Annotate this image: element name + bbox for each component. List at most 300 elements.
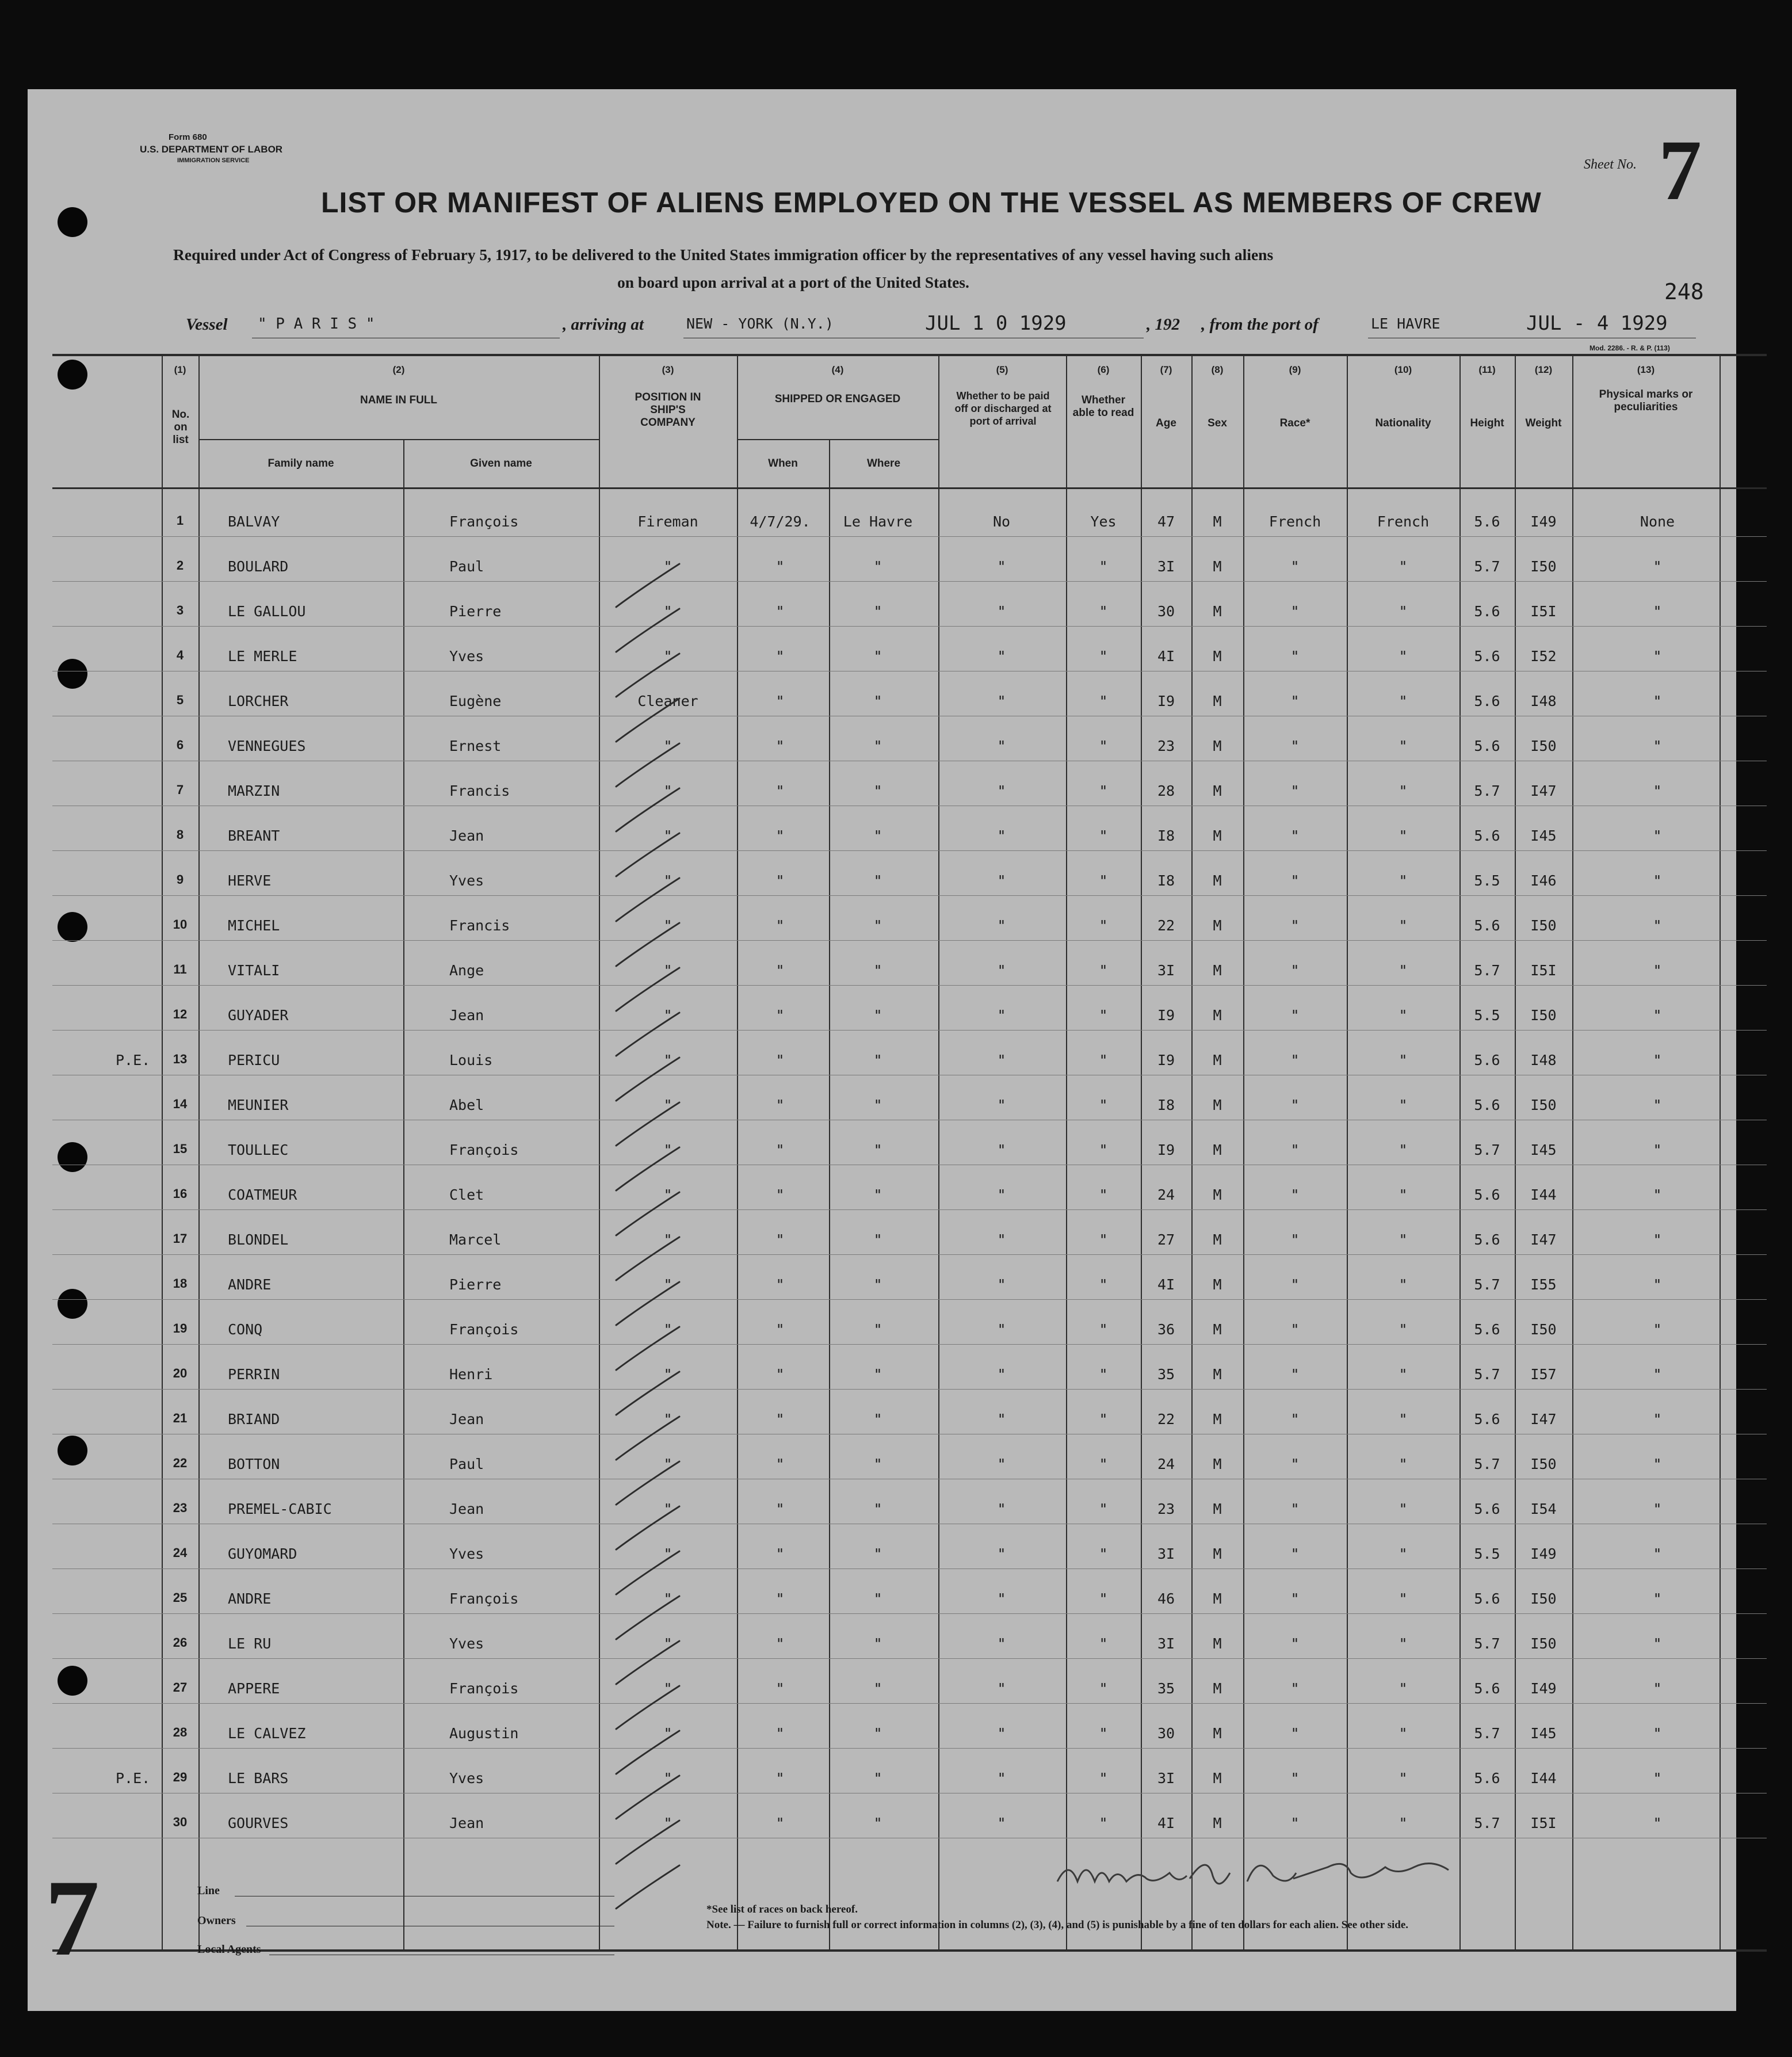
check-mark bbox=[616, 699, 679, 742]
cell-given: Yves bbox=[449, 648, 484, 665]
check-mark bbox=[616, 609, 679, 652]
cell-age: 35 bbox=[1157, 1680, 1175, 1697]
cell-family: COATMEUR bbox=[228, 1186, 297, 1203]
check-mark bbox=[616, 1551, 679, 1594]
cell-height: 5.6 bbox=[1474, 1770, 1500, 1787]
table-column-rule bbox=[1141, 354, 1142, 1951]
cell-race: " bbox=[1290, 1456, 1300, 1472]
cell-read: " bbox=[1099, 1815, 1108, 1831]
cell-height: 5.5 bbox=[1474, 1007, 1500, 1024]
table-row-rule bbox=[52, 581, 1767, 582]
cell-given: François bbox=[449, 513, 519, 530]
cell-where: " bbox=[873, 738, 882, 754]
cell-height: 5.6 bbox=[1474, 648, 1500, 665]
cell-weight: I5I bbox=[1530, 1815, 1557, 1831]
check-mark bbox=[616, 1417, 679, 1460]
cell-height: 5.6 bbox=[1474, 1231, 1500, 1248]
cell-family: PREMEL-CABIC bbox=[228, 1501, 332, 1517]
cell-nat: " bbox=[1399, 1770, 1408, 1787]
cell-marks: " bbox=[1653, 1815, 1662, 1831]
cell-no: 22 bbox=[173, 1456, 188, 1470]
cell-age: I8 bbox=[1157, 872, 1175, 889]
cell-family: BOULARD bbox=[228, 558, 289, 575]
page-title: LIST OR MANIFEST OF ALIENS EMPLOYED ON THE VESSEL AS MEMBERS OF CREW bbox=[321, 186, 1542, 219]
cell-race: " bbox=[1290, 1052, 1300, 1068]
cell-position: " bbox=[663, 1545, 673, 1562]
cell-where: " bbox=[873, 693, 882, 709]
cell-height: 5.6 bbox=[1474, 1052, 1500, 1068]
cell-nat: " bbox=[1399, 603, 1408, 620]
arriving-port: NEW - YORK (N.Y.) bbox=[686, 315, 834, 332]
cell-given: Augustin bbox=[449, 1725, 519, 1742]
check-mark bbox=[616, 743, 679, 787]
cell-when: " bbox=[775, 1411, 785, 1428]
header-weight: Weight bbox=[1525, 417, 1562, 429]
cell-sex: M bbox=[1213, 513, 1222, 530]
cell-sex: M bbox=[1213, 1231, 1222, 1248]
cell-no: 30 bbox=[173, 1815, 188, 1829]
cell-sex: M bbox=[1213, 783, 1222, 799]
cell-nat: " bbox=[1399, 1052, 1408, 1068]
cell-family: LE MERLE bbox=[228, 648, 297, 665]
cell-weight: I45 bbox=[1530, 1142, 1557, 1158]
cell-marks: " bbox=[1653, 1545, 1662, 1562]
table-column-rule bbox=[162, 354, 163, 1951]
cell-paid: " bbox=[997, 648, 1006, 665]
cell-when: " bbox=[775, 1231, 785, 1248]
cell-weight: I50 bbox=[1530, 1456, 1557, 1472]
arriving-label: , arriving at bbox=[563, 315, 644, 334]
cell-where: " bbox=[873, 1231, 882, 1248]
vessel-label: Vessel bbox=[186, 315, 228, 334]
header-read: Whether able to read bbox=[1072, 394, 1134, 419]
cell-age: 47 bbox=[1157, 513, 1175, 530]
col-num-6: (6) bbox=[1097, 364, 1110, 375]
cell-race: " bbox=[1290, 1411, 1300, 1428]
table-bottom-rule bbox=[52, 1949, 1767, 1952]
cell-nat: " bbox=[1399, 1231, 1408, 1248]
cell-where: " bbox=[873, 783, 882, 799]
cell-where: " bbox=[873, 1321, 882, 1338]
cell-where: " bbox=[873, 1456, 882, 1472]
col-num-8: (8) bbox=[1211, 364, 1224, 375]
cell-read: " bbox=[1099, 1052, 1108, 1068]
cell-read: Yes bbox=[1090, 513, 1117, 530]
cell-no: 10 bbox=[173, 917, 188, 932]
cell-given: Yves bbox=[449, 1635, 484, 1652]
cell-family: LE RU bbox=[228, 1635, 272, 1652]
check-mark bbox=[616, 1147, 679, 1190]
check-mark bbox=[616, 1013, 679, 1056]
cell-position: " bbox=[663, 1276, 673, 1293]
cell-no: 12 bbox=[173, 1007, 188, 1021]
cell-position: " bbox=[663, 827, 673, 844]
cell-weight: I44 bbox=[1530, 1770, 1557, 1787]
cell-sex: M bbox=[1213, 603, 1222, 620]
table-row-rule bbox=[52, 940, 1767, 941]
cell-paid: " bbox=[997, 1725, 1006, 1742]
cell-when: " bbox=[775, 1545, 785, 1562]
cell-family: BRIAND bbox=[228, 1411, 280, 1428]
cell-family: MICHEL bbox=[228, 917, 280, 934]
cell-weight: I48 bbox=[1530, 1052, 1557, 1068]
cell-nat: " bbox=[1399, 783, 1408, 799]
cell-sex: M bbox=[1213, 1276, 1222, 1293]
cell-when: " bbox=[775, 738, 785, 754]
form-number: Form 680 bbox=[169, 132, 207, 142]
cell-position: " bbox=[663, 1186, 673, 1203]
cell-given: Jean bbox=[449, 1411, 484, 1428]
header-age: Age bbox=[1156, 417, 1176, 429]
table-row-rule bbox=[52, 1030, 1767, 1031]
cell-read: " bbox=[1099, 1366, 1108, 1383]
cell-marks: " bbox=[1653, 1725, 1662, 1742]
cell-paid: " bbox=[997, 1366, 1006, 1383]
check-mark bbox=[616, 1776, 679, 1819]
cell-read: " bbox=[1099, 1142, 1108, 1158]
cell-position: " bbox=[663, 917, 673, 934]
table-column-rule bbox=[198, 354, 200, 1951]
table-row-rule bbox=[52, 1703, 1767, 1704]
cell-position: " bbox=[663, 603, 673, 620]
cell-no: 16 bbox=[173, 1186, 188, 1201]
cell-where: " bbox=[873, 827, 882, 844]
cell-sex: M bbox=[1213, 1501, 1222, 1517]
cell-position: " bbox=[663, 1097, 673, 1113]
cell-age: 3I bbox=[1157, 1545, 1175, 1562]
header-paid-off: Whether to be paid off or discharged at port of arrival bbox=[954, 390, 1052, 427]
cell-family: ANDRE bbox=[228, 1276, 272, 1293]
cell-given: François bbox=[449, 1590, 519, 1607]
check-mark bbox=[616, 968, 679, 1011]
cell-family: BOTTON bbox=[228, 1456, 280, 1472]
cell-when: " bbox=[775, 1770, 785, 1787]
cell-age: 36 bbox=[1157, 1321, 1175, 1338]
cell-family: ANDRE bbox=[228, 1590, 272, 1607]
cell-paid: " bbox=[997, 1142, 1006, 1158]
cell-paid: " bbox=[997, 1276, 1006, 1293]
cell-when: " bbox=[775, 693, 785, 709]
owners-label: Owners bbox=[197, 1914, 236, 1927]
cell-marks: " bbox=[1653, 1680, 1662, 1697]
cell-where: " bbox=[873, 1815, 882, 1831]
cell-height: 5.7 bbox=[1474, 1366, 1500, 1383]
cell-family: VITALI bbox=[228, 962, 280, 979]
cell-paid: " bbox=[997, 872, 1006, 889]
cell-race: " bbox=[1290, 962, 1300, 979]
cell-marks: " bbox=[1653, 1097, 1662, 1113]
cell-sex: M bbox=[1213, 1680, 1222, 1697]
cell-family: GUYADER bbox=[228, 1007, 289, 1024]
cell-when: " bbox=[775, 1366, 785, 1383]
cell-race: " bbox=[1290, 1770, 1300, 1787]
cell-marks: " bbox=[1653, 693, 1662, 709]
cell-no: 29 bbox=[173, 1770, 188, 1784]
cell-age: 30 bbox=[1157, 1725, 1175, 1742]
cell-age: 28 bbox=[1157, 783, 1175, 799]
table-row-rule bbox=[52, 850, 1767, 851]
cell-nat: " bbox=[1399, 558, 1408, 575]
cell-sex: M bbox=[1213, 1142, 1222, 1158]
cell-sex: M bbox=[1213, 1545, 1222, 1562]
cell-family: CONQ bbox=[228, 1321, 263, 1338]
cell-no: 1 bbox=[176, 513, 184, 528]
cell-race: " bbox=[1290, 872, 1300, 889]
cell-given: Jean bbox=[449, 1501, 484, 1517]
from-port: LE HAVRE bbox=[1371, 315, 1441, 332]
cell-family: LE BARS bbox=[228, 1770, 289, 1787]
table-row-rule bbox=[52, 1658, 1767, 1659]
cell-nat: French bbox=[1377, 513, 1430, 530]
cell-marks: " bbox=[1653, 1052, 1662, 1068]
cell-nat: " bbox=[1399, 1186, 1408, 1203]
cell-paid: " bbox=[997, 1052, 1006, 1068]
cell-position: " bbox=[663, 1635, 673, 1652]
table-row-rule bbox=[52, 1299, 1767, 1300]
cell-where: " bbox=[873, 917, 882, 934]
cell-nat: " bbox=[1399, 1815, 1408, 1831]
cell-height: 5.6 bbox=[1474, 1411, 1500, 1428]
cell-position: " bbox=[663, 962, 673, 979]
cell-read: " bbox=[1099, 558, 1108, 575]
check-mark bbox=[616, 923, 679, 966]
cell-given: Jean bbox=[449, 827, 484, 844]
cell-position: " bbox=[663, 558, 673, 575]
cell-marks: " bbox=[1653, 1186, 1662, 1203]
table-column-rule bbox=[1347, 354, 1348, 1951]
cell-sex: M bbox=[1213, 1456, 1222, 1472]
cell-age: 46 bbox=[1157, 1590, 1175, 1607]
cell-no: 20 bbox=[173, 1366, 188, 1380]
cell-marks: " bbox=[1653, 1456, 1662, 1472]
cell-position: " bbox=[663, 1815, 673, 1831]
cell-age: 3I bbox=[1157, 1770, 1175, 1787]
punch-hole bbox=[58, 207, 87, 237]
cell-age: 23 bbox=[1157, 738, 1175, 754]
cell-given: Pierre bbox=[449, 603, 502, 620]
header-family-name: Family name bbox=[268, 457, 334, 470]
cell-weight: I45 bbox=[1530, 1725, 1557, 1742]
col-num-4: (4) bbox=[831, 364, 844, 375]
manifest-sheet bbox=[28, 89, 1736, 2011]
cell-family: LORCHER bbox=[228, 693, 289, 709]
cell-position: " bbox=[663, 1007, 673, 1024]
cell-given: Jean bbox=[449, 1815, 484, 1831]
cell-height: 5.5 bbox=[1474, 872, 1500, 889]
cell-prefix: P.E. bbox=[116, 1770, 151, 1787]
page-number: 7 bbox=[45, 1858, 100, 1979]
table-row-rule bbox=[52, 985, 1767, 986]
cell-weight: I50 bbox=[1530, 1321, 1557, 1338]
cell-height: 5.7 bbox=[1474, 1815, 1500, 1831]
cell-nat: " bbox=[1399, 693, 1408, 709]
cell-race: " bbox=[1290, 1680, 1300, 1697]
cell-nat: " bbox=[1399, 962, 1408, 979]
cell-nat: " bbox=[1399, 917, 1408, 934]
cell-given: Yves bbox=[449, 872, 484, 889]
cell-nat: " bbox=[1399, 1501, 1408, 1517]
cell-age: I9 bbox=[1157, 1052, 1175, 1068]
table-row-rule bbox=[52, 1748, 1767, 1749]
cell-height: 5.6 bbox=[1474, 603, 1500, 620]
header-marks: Physical marks or peculiarities bbox=[1599, 388, 1693, 413]
cell-race: " bbox=[1290, 917, 1300, 934]
header-bottom-rule bbox=[52, 487, 1767, 489]
table-column-rule bbox=[1459, 354, 1461, 1951]
cell-when: " bbox=[775, 783, 785, 799]
cell-sex: M bbox=[1213, 648, 1222, 665]
col-num-9: (9) bbox=[1289, 364, 1301, 375]
cell-age: I9 bbox=[1157, 1142, 1175, 1158]
cell-when: " bbox=[775, 1052, 785, 1068]
cell-no: 18 bbox=[173, 1276, 188, 1291]
cell-nat: " bbox=[1399, 1321, 1408, 1338]
cell-age: I8 bbox=[1157, 1097, 1175, 1113]
cell-nat: " bbox=[1399, 1680, 1408, 1697]
cell-given: François bbox=[449, 1680, 519, 1697]
cell-paid: " bbox=[997, 1186, 1006, 1203]
cell-sex: M bbox=[1213, 1590, 1222, 1607]
crew-table bbox=[52, 354, 1767, 1953]
cell-sex: M bbox=[1213, 1321, 1222, 1338]
cell-paid: " bbox=[997, 1456, 1006, 1472]
cell-family: BREANT bbox=[228, 827, 280, 844]
cell-no: 17 bbox=[173, 1231, 188, 1246]
cell-marks: " bbox=[1653, 1321, 1662, 1338]
cell-family: APPERE bbox=[228, 1680, 280, 1697]
cell-when: " bbox=[775, 648, 785, 665]
sheet-number: 7 bbox=[1659, 123, 1702, 218]
cell-sex: M bbox=[1213, 872, 1222, 889]
cell-paid: " bbox=[997, 917, 1006, 934]
cell-height: 5.6 bbox=[1474, 738, 1500, 754]
cell-paid: " bbox=[997, 827, 1006, 844]
check-mark bbox=[616, 1461, 679, 1505]
sheet-label: Sheet No. bbox=[1584, 157, 1637, 172]
cell-family: MEUNIER bbox=[228, 1097, 289, 1113]
cell-when: " bbox=[775, 1007, 785, 1024]
cell-when: " bbox=[775, 827, 785, 844]
cell-where: " bbox=[873, 1186, 882, 1203]
cell-where: " bbox=[873, 1501, 882, 1517]
cell-sex: M bbox=[1213, 1770, 1222, 1787]
cell-nat: " bbox=[1399, 1142, 1408, 1158]
cell-given: Henri bbox=[449, 1366, 493, 1383]
cell-position: " bbox=[663, 1725, 673, 1742]
mod-note: Mod. 2286. - R. & P. (113) bbox=[1590, 344, 1670, 352]
cell-paid: " bbox=[997, 1411, 1006, 1428]
cell-nat: " bbox=[1399, 827, 1408, 844]
cell-race: " bbox=[1290, 1097, 1300, 1113]
cell-paid: " bbox=[997, 1770, 1006, 1787]
cell-weight: I49 bbox=[1530, 1680, 1557, 1697]
cell-read: " bbox=[1099, 1097, 1108, 1113]
table-top-rule bbox=[52, 354, 1767, 356]
header-height: Height bbox=[1470, 417, 1504, 429]
cell-read: " bbox=[1099, 1276, 1108, 1293]
cell-family: PERRIN bbox=[228, 1366, 280, 1383]
cell-paid: " bbox=[997, 962, 1006, 979]
check-mark bbox=[616, 1506, 679, 1550]
cell-no: 24 bbox=[173, 1545, 188, 1560]
col-num-10: (10) bbox=[1394, 364, 1412, 375]
header-where: Where bbox=[866, 457, 901, 470]
cell-read: " bbox=[1099, 872, 1108, 889]
cell-when: 4/7/29. bbox=[750, 513, 811, 530]
cell-weight: I54 bbox=[1530, 1501, 1557, 1517]
cell-where: " bbox=[873, 1725, 882, 1742]
cell-paid: " bbox=[997, 1680, 1006, 1697]
cell-height: 5.6 bbox=[1474, 917, 1500, 934]
cell-marks: " bbox=[1653, 783, 1662, 799]
cell-marks: " bbox=[1653, 738, 1662, 754]
cell-position: " bbox=[663, 783, 673, 799]
cell-family: GUYOMARD bbox=[228, 1545, 297, 1562]
cell-race: " bbox=[1290, 783, 1300, 799]
check-mark bbox=[616, 878, 679, 921]
cell-race: " bbox=[1290, 1186, 1300, 1203]
cell-read: " bbox=[1099, 1007, 1108, 1024]
cell-sex: M bbox=[1213, 962, 1222, 979]
cell-position: " bbox=[663, 1366, 673, 1383]
race-note: *See list of races on back hereof. bbox=[706, 1903, 858, 1915]
list-number: 248 bbox=[1664, 279, 1704, 304]
check-mark bbox=[616, 1731, 679, 1774]
cell-marks: " bbox=[1653, 917, 1662, 934]
cell-paid: " bbox=[997, 1501, 1006, 1517]
cell-given: Abel bbox=[449, 1097, 484, 1113]
table-column-rule bbox=[938, 354, 939, 1951]
cell-read: " bbox=[1099, 648, 1108, 665]
header-when: When bbox=[768, 457, 798, 470]
table-column-rule bbox=[1243, 354, 1244, 1951]
table-column-rule bbox=[1515, 354, 1516, 1951]
cell-no: 14 bbox=[173, 1097, 188, 1111]
cell-family: HERVE bbox=[228, 872, 272, 889]
cell-sex: M bbox=[1213, 1635, 1222, 1652]
cell-age: 22 bbox=[1157, 917, 1175, 934]
cell-age: 4I bbox=[1157, 1276, 1175, 1293]
line-label: Line bbox=[197, 1884, 220, 1897]
cell-race: " bbox=[1290, 603, 1300, 620]
cell-height: 5.7 bbox=[1474, 1276, 1500, 1293]
cell-weight: I50 bbox=[1530, 1097, 1557, 1113]
cell-weight: I5I bbox=[1530, 603, 1557, 620]
cell-age: 27 bbox=[1157, 1231, 1175, 1248]
cell-sex: M bbox=[1213, 558, 1222, 575]
check-mark bbox=[616, 1686, 679, 1729]
cell-read: " bbox=[1099, 693, 1108, 709]
cell-sex: M bbox=[1213, 917, 1222, 934]
cell-position: Fireman bbox=[637, 513, 698, 530]
table-column-rule bbox=[1191, 354, 1193, 1951]
cell-race: " bbox=[1290, 1142, 1300, 1158]
cell-no: 5 bbox=[176, 693, 184, 707]
cell-age: 30 bbox=[1157, 603, 1175, 620]
cell-position: Cleaner bbox=[637, 693, 698, 709]
table-row-rule bbox=[52, 1568, 1767, 1569]
cell-height: 5.6 bbox=[1474, 1186, 1500, 1203]
cell-weight: I47 bbox=[1530, 783, 1557, 799]
cell-no: 25 bbox=[173, 1590, 188, 1605]
cell-weight: I49 bbox=[1530, 1545, 1557, 1562]
cell-paid: " bbox=[997, 1231, 1006, 1248]
cell-age: I8 bbox=[1157, 827, 1175, 844]
cell-race: " bbox=[1290, 1007, 1300, 1024]
cell-paid: " bbox=[997, 558, 1006, 575]
cell-weight: I45 bbox=[1530, 827, 1557, 844]
cell-marks: " bbox=[1653, 1276, 1662, 1293]
